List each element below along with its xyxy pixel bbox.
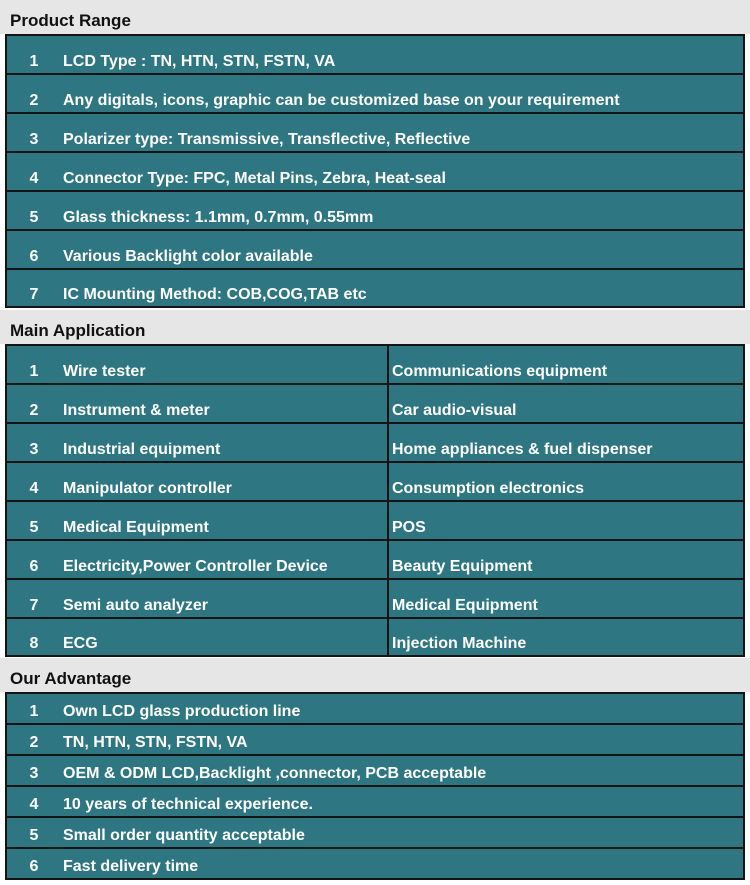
row-number: 4 bbox=[29, 796, 39, 813]
row-right-text: Car audio-visual bbox=[392, 402, 517, 419]
row-number: 2 bbox=[29, 402, 39, 419]
row-number: 5 bbox=[29, 827, 39, 844]
row-number: 5 bbox=[29, 519, 39, 536]
table-row bbox=[7, 580, 743, 619]
row-text: Various Backlight color available bbox=[63, 248, 313, 265]
table-row bbox=[7, 619, 743, 655]
row-number: 3 bbox=[29, 441, 39, 458]
row-number: 6 bbox=[29, 248, 39, 265]
row-number: 3 bbox=[29, 131, 39, 148]
table-row bbox=[7, 756, 743, 787]
row-text: TN, HTN, STN, FSTN, VA bbox=[63, 734, 248, 751]
main-application-table bbox=[5, 344, 745, 657]
table-row bbox=[7, 270, 743, 306]
row-number: 4 bbox=[29, 480, 39, 497]
row-right-text: Communications equipment bbox=[392, 363, 608, 380]
table-row bbox=[7, 818, 743, 849]
row-right-text: Consumption electronics bbox=[392, 480, 585, 497]
row-left-text: Semi auto analyzer bbox=[63, 597, 208, 614]
row-left-text: Electricity,Power Controller Device bbox=[63, 558, 328, 575]
row-text: Own LCD glass production line bbox=[63, 703, 301, 720]
row-number: 5 bbox=[29, 209, 39, 226]
table-row bbox=[7, 787, 743, 818]
row-text: 10 years of technical experience. bbox=[63, 796, 313, 813]
table-row bbox=[7, 75, 743, 114]
table-row bbox=[7, 114, 743, 153]
row-number: 8 bbox=[29, 635, 39, 652]
row-text: OEM & ODM LCD,Backlight ,connector, PCB acceptable bbox=[63, 765, 487, 782]
product-range-table bbox=[5, 34, 745, 308]
row-number: 7 bbox=[29, 597, 39, 614]
table-row bbox=[7, 346, 743, 385]
row-number: 2 bbox=[29, 92, 39, 109]
row-left-text: Medical Equipment bbox=[63, 519, 209, 536]
row-number: 1 bbox=[29, 363, 39, 380]
main-application-section bbox=[0, 310, 750, 658]
table-row bbox=[7, 694, 743, 725]
row-text: LCD Type : TN, HTN, STN, FSTN, VA bbox=[63, 53, 336, 70]
table-row bbox=[7, 725, 743, 756]
table-row bbox=[7, 541, 743, 580]
row-right-text: POS bbox=[392, 519, 426, 536]
product-range-section bbox=[0, 0, 750, 310]
row-number: 7 bbox=[29, 286, 39, 303]
row-text: Small order quantity acceptable bbox=[63, 827, 305, 844]
row-text: Glass thickness: 1.1mm, 0.7mm, 0.55mm bbox=[63, 209, 374, 226]
row-left-text: ECG bbox=[63, 635, 98, 652]
row-number: 4 bbox=[29, 170, 39, 187]
our-advantage-title: Our Advantage bbox=[0, 658, 750, 692]
row-text: Polarizer type: Transmissive, Transflective, Reflective bbox=[63, 131, 471, 148]
row-left-text: Industrial equipment bbox=[63, 441, 221, 458]
row-text: Any digitals, icons, graphic can be customized base on your requirement bbox=[63, 92, 620, 109]
row-left-text: Wire tester bbox=[63, 363, 146, 380]
table-row bbox=[7, 849, 743, 878]
row-right-text: Home appliances & fuel dispenser bbox=[392, 441, 653, 458]
table-row bbox=[7, 231, 743, 270]
row-number: 2 bbox=[29, 734, 39, 751]
table-row bbox=[7, 424, 743, 463]
table-row bbox=[7, 153, 743, 192]
main-application-title: Main Application bbox=[0, 310, 750, 344]
row-number: 6 bbox=[29, 858, 39, 875]
row-number: 1 bbox=[29, 53, 39, 70]
product-range-title: Product Range bbox=[0, 0, 750, 34]
row-right-text: Injection Machine bbox=[392, 635, 527, 652]
our-advantage-section bbox=[0, 658, 750, 885]
table-row bbox=[7, 502, 743, 541]
row-right-text: Beauty Equipment bbox=[392, 558, 533, 575]
table-row bbox=[7, 192, 743, 231]
row-left-text: Manipulator controller bbox=[63, 480, 232, 497]
row-text: Fast delivery time bbox=[63, 858, 199, 875]
row-number: 6 bbox=[29, 558, 39, 575]
row-text: Connector Type: FPC, Metal Pins, Zebra, Heat-seal bbox=[63, 170, 446, 187]
row-left-text: Instrument & meter bbox=[63, 402, 210, 419]
our-advantage-table bbox=[5, 692, 745, 880]
row-right-text: Medical Equipment bbox=[392, 597, 538, 614]
table-row bbox=[7, 36, 743, 75]
row-number: 3 bbox=[29, 765, 39, 782]
table-row bbox=[7, 463, 743, 502]
row-number: 1 bbox=[29, 703, 39, 720]
row-text: IC Mounting Method: COB,COG,TAB etc bbox=[63, 286, 367, 303]
table-row bbox=[7, 385, 743, 424]
